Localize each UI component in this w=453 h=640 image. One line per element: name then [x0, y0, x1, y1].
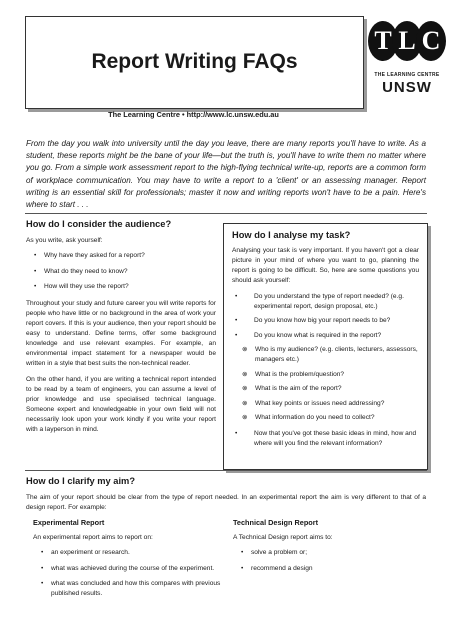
list-item: ⊗ Who is my audience? (e.g. clients, lecturers, assessors, managers etc.) [232, 345, 419, 364]
list-item: • What do they need to know? [26, 267, 216, 277]
analyse-subquestions [232, 345, 419, 423]
list-item: • How will they use the report? [26, 282, 216, 292]
aim-section [26, 476, 426, 513]
audience-lead: As you write, ask yourself: [26, 237, 103, 244]
aim-intro: The aim of your report should be clear from the type of report needed. In an experimental report the aim is very different to that of a design report. For example: [26, 494, 426, 511]
list-item: • solve a problem or; [233, 548, 423, 558]
logo-learning-centre-text: THE LEARNING CENTRE [374, 72, 440, 78]
list-item: • what was concluded and how this compares with previous published results. [33, 579, 223, 598]
technical-items [233, 548, 423, 573]
technical-heading: Technical Design Report [233, 518, 319, 527]
technical-lead: A Technical Design report aims to: [233, 534, 333, 541]
analyse-questions [232, 292, 419, 340]
tlc-unsw-logo [368, 17, 446, 97]
analyse-task-box [223, 223, 428, 470]
analyse-closing [232, 429, 419, 448]
logo-letter-l: L [392, 21, 422, 61]
list-item: • recommend a design [233, 564, 423, 574]
list-item: • what was achieved during the course of the experiment. [33, 564, 223, 574]
list-item: ⊗ What information do you need to collect? [232, 413, 419, 423]
audience-questions [26, 251, 216, 292]
analyse-heading: How do I analyse my task? [232, 230, 351, 240]
intro-paragraph: From the day you walk into university until the day you leave, there are many reports you'll have to write. As a student, these reports might be the bane of your life—but the truth is, you'll have to write them no matter where you go. From a simple work assessment report to the high-flying technical write-up, reports are a common form of workplace communication. You may have to write a report to a 'client' or an assessing manager. Report writing is an essential skill for professionals; master it now and writing reports won't have to be a pain. Here's where to start . . . [26, 139, 426, 210]
list-item: • Do you know what is required in the report? [232, 331, 419, 341]
list-item: • Now that you've got these basic ideas in mind, how and where will you find the relevant information? [232, 429, 419, 448]
list-item: ⊗ What is the problem/question? [232, 370, 419, 380]
logo-letter-c: C [416, 21, 446, 61]
list-item: ⊗ What is the aim of the report? [232, 384, 419, 394]
list-item: • an experiment or research. [33, 548, 223, 558]
audience-paragraph-1: Throughout your study and future career you will write reports for people who have little or no background in the area of work your report covers. If this is your audience, then your report should be easy to understand. Define terms, offer some background knowledge and use relevant examples. For example, an environmental impact statement for a newspaper would be written in a style that best suits the non-technical reader. [26, 299, 216, 367]
title-box [25, 16, 364, 109]
aim-heading: How do I clarify my aim? [26, 476, 136, 486]
list-item: • Why have they asked for a report? [26, 251, 216, 261]
technical-report-column [233, 518, 423, 573]
experimental-heading: Experimental Report [33, 518, 105, 527]
divider [25, 213, 427, 214]
tlc-logo-mark [368, 17, 446, 67]
experimental-items [33, 548, 223, 598]
audience-section [26, 219, 216, 435]
experimental-report-column [33, 518, 223, 598]
logo-letter-t: T [368, 21, 398, 61]
divider [25, 470, 427, 471]
analyse-intro: Analysing your task is very important. If you haven't got a clear picture in your mind of where you want to go, planning the report is going to be difficult. So, here are some questions you should ask yourself: [232, 247, 419, 284]
page-subtitle: The Learning Centre • http://www.lc.unsw.edu.au [108, 110, 279, 119]
list-item: ⊗ What key points or issues need addressing? [232, 399, 419, 409]
list-item: • Do you know how big your report needs to be? [232, 316, 419, 326]
experimental-lead: An experimental report aims to report on: [33, 534, 153, 541]
list-item: • Do you understand the type of report needed? (e.g. experimental report, design proposal, etc.) [232, 292, 419, 311]
page-title: Report Writing FAQs [91, 50, 298, 73]
audience-paragraph-2: On the other hand, if you are writing a technical report intended to be read by a team of engineers, you can assume a level of prior knowledge and use specialised technical language. Someone expert and knowledgeable in your own field will not necessarily look upon your work kindly if you write your report with a layperson in mind. [26, 375, 216, 433]
audience-heading: How do I consider the audience? [26, 219, 172, 229]
logo-unsw-text: UNSW [382, 79, 432, 96]
